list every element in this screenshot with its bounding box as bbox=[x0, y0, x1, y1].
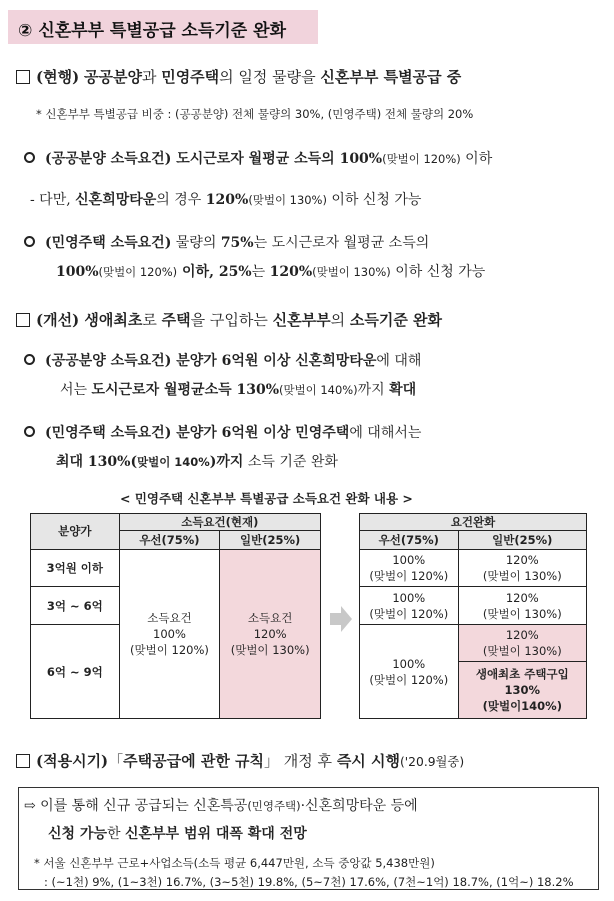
arrow-icon: ⇨ bbox=[24, 798, 36, 814]
price-row-label: 3억원 이하 bbox=[31, 549, 120, 587]
text-run: 120% bbox=[205, 192, 249, 208]
text-run: 서는 bbox=[60, 382, 92, 398]
text-run: (맞벌이 120%) bbox=[382, 152, 461, 166]
text-run: 이를 통해 신규 공급되는 신혼특공 bbox=[35, 798, 248, 814]
text-run: 도시근로자 월평균소득 130% bbox=[91, 382, 280, 398]
text-run: (공공분양 소득요건) 도시근로자 월평균 소득의 100% bbox=[45, 151, 383, 167]
text-run: 주택 bbox=[161, 311, 191, 329]
circle-bullet-icon bbox=[24, 354, 35, 365]
general-header: 일반(25%) bbox=[458, 531, 586, 549]
relaxed-cell: 100% (맞벌이 120%) bbox=[360, 549, 459, 587]
text-run: 75% bbox=[220, 235, 254, 251]
right-arrow-icon bbox=[330, 606, 352, 632]
text-run: (맞벌이 130%) bbox=[312, 265, 391, 279]
priority-header: 우선(75%) bbox=[360, 531, 459, 549]
text-run: 「 bbox=[108, 752, 124, 770]
relaxed-cell: 100% (맞벌이 120%) bbox=[360, 587, 459, 625]
section-title bbox=[18, 16, 286, 41]
text-run: 까지 bbox=[357, 382, 390, 398]
text-run: 물량의 bbox=[171, 235, 221, 251]
circle-bullet-icon bbox=[24, 236, 35, 247]
text-run: 소득기준 완화 bbox=[349, 311, 443, 329]
text-run: ('20.9월중) bbox=[400, 755, 465, 769]
text-run: 한 bbox=[106, 826, 125, 842]
price-header: 분양가 bbox=[31, 514, 120, 550]
priority-header: 우선(75%) bbox=[119, 531, 220, 549]
text-run: (민영주택 소득요건) bbox=[45, 235, 172, 251]
supply-ratio-note: * 신혼부부 특별공급 비중 : (공공분양) 전체 물량의 30%, (민영주택) 전체 물량의 20% bbox=[36, 107, 474, 121]
text-run: 과 bbox=[141, 68, 162, 86]
relaxed-cell: 120% (맞벌이 130%) bbox=[458, 549, 586, 587]
text-run: 공공분양 bbox=[83, 68, 142, 86]
text-run: (민영주택) bbox=[247, 799, 301, 813]
text-run: 」 개정 후 bbox=[264, 752, 337, 770]
relaxed-cell: 120% (맞벌이 130%) bbox=[458, 587, 586, 625]
section-number: ② bbox=[18, 21, 33, 41]
text-run: (개선) 생애최초 bbox=[36, 311, 143, 329]
current-system-line bbox=[16, 66, 461, 87]
text-run: 신혼부부 bbox=[272, 311, 331, 329]
text-run: 이하 신청 가능 bbox=[390, 264, 486, 280]
text-run: 120% bbox=[269, 264, 313, 280]
section-title-band bbox=[8, 10, 318, 44]
relaxed-group-header: 요건완화 bbox=[360, 514, 587, 531]
text-run: 신청 가능 bbox=[48, 826, 107, 842]
text-run: 100% bbox=[56, 264, 99, 280]
public-improve-bullet bbox=[24, 350, 421, 370]
table-caption: < 민영주택 신혼부부 특별공급 소득요건 완화 내용 > bbox=[120, 491, 413, 506]
income-note-2: : (~1천) 9%, (1~3천) 16.7%, (3~5천) 19.8%, (5~7천) 17.6%, (7천~1억) 18.7%, (1억~) 18.2% bbox=[44, 875, 574, 889]
outlook-line-1 bbox=[24, 795, 418, 815]
text-run: ·신혼희망타운 등에 bbox=[300, 798, 418, 814]
text-run: (적용시기) bbox=[36, 752, 109, 770]
text-run: 주택공급에 관한 규칙 bbox=[123, 752, 265, 770]
circle-bullet-icon bbox=[24, 426, 35, 437]
text-run: 로 bbox=[142, 311, 162, 329]
text-run: 의 경우 bbox=[156, 192, 206, 208]
income-note-1: * 서울 신혼부부 근로+사업소득(소득 평균 6,447만원, 소득 중앙값 5,438만원) bbox=[34, 856, 435, 870]
text-run: 확대 bbox=[389, 382, 417, 398]
current-label: (현행) bbox=[36, 68, 80, 86]
text-run: 을 구입하는 bbox=[190, 311, 273, 329]
text-run: 이하 bbox=[460, 151, 493, 167]
public-improve-cont bbox=[60, 379, 416, 399]
checkbox-square-icon bbox=[16, 70, 30, 84]
text-run: 의 bbox=[330, 311, 350, 329]
text-run: 소득 기준 완화 bbox=[243, 454, 338, 470]
relaxed-general-highlight: 120% (맞벌이 130%) bbox=[458, 625, 586, 662]
text-run: 즉시 시행 bbox=[336, 752, 400, 770]
current-general-cell: 소득요건 120% (맞벌이 130%) bbox=[220, 549, 321, 718]
text-run: 는 도시근로자 월평균 소득의 bbox=[253, 235, 430, 251]
text-run: - 다만, bbox=[30, 192, 76, 208]
text-run: 신혼부부 특별공급 중 bbox=[320, 68, 462, 86]
text-run: (공공분양 소득요건) 분양가 6억원 이상 신혼희망타운 bbox=[45, 353, 377, 369]
current-system-text bbox=[79, 68, 461, 86]
text-run: 에 대해서는 bbox=[349, 425, 422, 441]
text-run: (맞벌이 120%) bbox=[98, 265, 178, 279]
private-improve-bullet bbox=[24, 422, 421, 442]
text-run: 신혼부부 범위 대폭 확대 전망 bbox=[124, 826, 307, 842]
section-title-text: 신혼부부 특별공급 소득기준 완화 bbox=[38, 21, 286, 41]
text-run: 최대 130%( bbox=[56, 454, 138, 470]
current-group-header: 소득요건(현재) bbox=[119, 514, 320, 531]
price-row-label: 3억 ~ 6억 bbox=[31, 587, 120, 625]
text-run: 에 대해 bbox=[376, 353, 422, 369]
checkbox-square-icon bbox=[16, 313, 30, 327]
text-run: 신혼희망타운 bbox=[75, 192, 157, 208]
checkbox-square-icon bbox=[16, 754, 30, 768]
effective-date-line bbox=[16, 750, 464, 771]
text-run: (맞벌이 140%) bbox=[279, 383, 358, 397]
private-improve-cont bbox=[56, 451, 338, 471]
price-row-label: 6억 ~ 9억 bbox=[31, 625, 120, 719]
relaxed-cell: 100% (맞벌이 120%) bbox=[360, 625, 459, 719]
current-priority-cell: 소득요건 100% (맞벌이 120%) bbox=[119, 549, 220, 718]
first-home-buyer-cell: 생애최초 주택구입 130% (맞벌이140%) bbox=[458, 661, 586, 718]
outlook-line-2 bbox=[48, 823, 307, 843]
private-income-bullet bbox=[24, 232, 429, 252]
improvement-line bbox=[16, 309, 442, 330]
relaxed-requirements-table bbox=[359, 513, 587, 719]
circle-bullet-icon bbox=[24, 152, 35, 163]
text-run: (맞벌이 130%) bbox=[248, 193, 327, 207]
text-run: 이하 신청 가능 bbox=[326, 192, 422, 208]
text-run: 는 bbox=[251, 264, 270, 280]
text-run: 이하, 25% bbox=[177, 264, 252, 280]
public-income-bullet bbox=[24, 148, 492, 168]
private-income-bullet-cont bbox=[56, 261, 485, 281]
text-run: 맞벌이 140% bbox=[137, 455, 210, 469]
text-run: )까지 bbox=[209, 454, 244, 470]
general-header: 일반(25%) bbox=[220, 531, 321, 549]
text-run: (민영주택 소득요건) 분양가 6억원 이상 민영주택 bbox=[45, 425, 350, 441]
text-run: 의 일정 물량을 bbox=[219, 68, 321, 86]
current-requirements-table bbox=[30, 513, 321, 719]
text-run: 민영주택 bbox=[161, 68, 220, 86]
hope-town-exception bbox=[30, 189, 421, 209]
